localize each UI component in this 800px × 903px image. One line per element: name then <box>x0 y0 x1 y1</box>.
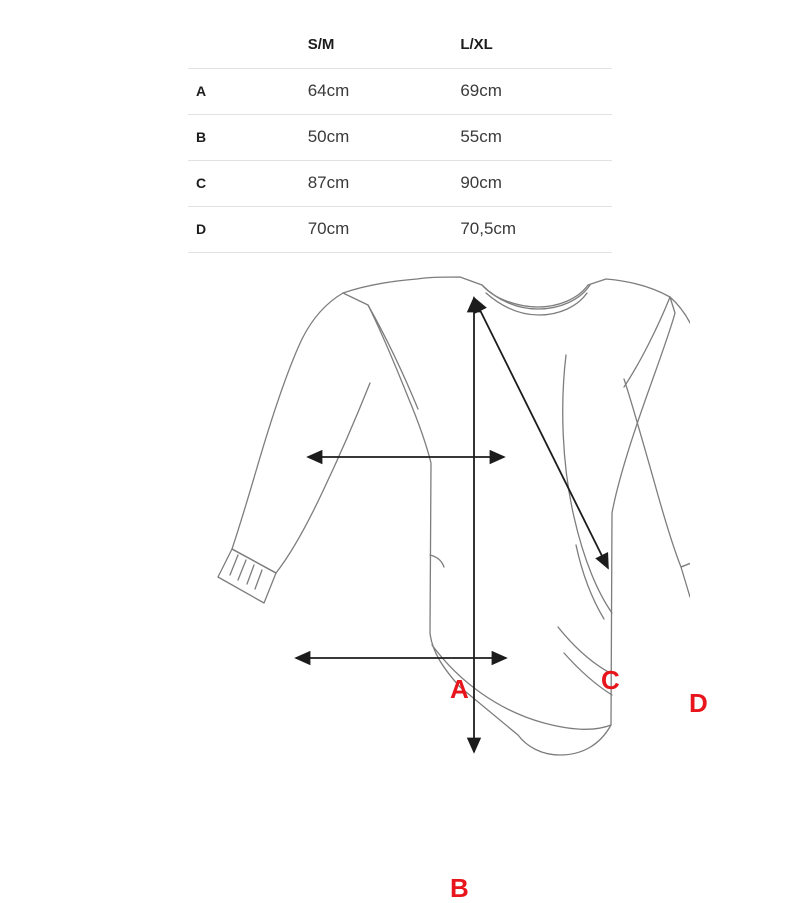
table-head <box>188 22 612 68</box>
right-shoulder-seam <box>624 297 670 387</box>
side-fold-left <box>430 555 444 567</box>
table-row <box>188 206 612 252</box>
cell-d-sm: 70cm <box>297 206 455 252</box>
cell-d-lxl: 70,5cm <box>454 206 612 252</box>
table-row <box>188 160 612 206</box>
left-cuff <box>218 549 276 603</box>
row-label-d: D <box>188 206 297 252</box>
cell-a-lxl: 69cm <box>454 68 612 114</box>
column-header-blank <box>188 22 297 68</box>
body-outline <box>343 277 675 755</box>
table-body <box>188 68 612 252</box>
drape-fold-1 <box>563 355 612 613</box>
row-label-a: A <box>188 68 297 114</box>
right-cuff <box>681 549 690 597</box>
cell-c-lxl: 90cm <box>454 160 612 206</box>
left-sleeve-outline <box>232 293 370 573</box>
cell-b-lxl: 55cm <box>454 114 612 160</box>
measure-line-d <box>474 298 608 568</box>
measure-label-d: D <box>689 688 708 718</box>
row-label-c: C <box>188 160 297 206</box>
measure-label-b: B <box>450 873 469 903</box>
collar-inner <box>486 293 587 315</box>
column-header-lxl: L/XL <box>454 22 612 68</box>
column-header-sm: S/M <box>297 22 455 68</box>
table-header-row <box>188 22 612 68</box>
measure-label-c: C <box>601 665 620 695</box>
table-row <box>188 114 612 160</box>
cell-c-sm: 87cm <box>297 160 455 206</box>
measurements-table <box>188 22 612 253</box>
cell-a-sm: 64cm <box>297 68 455 114</box>
cell-b-sm: 50cm <box>297 114 455 160</box>
garment-diagram <box>130 255 708 903</box>
measure-label-a: A <box>450 674 469 704</box>
row-label-b: B <box>188 114 297 160</box>
left-cuff-ribs <box>230 555 262 589</box>
drape-fold-2 <box>576 545 604 619</box>
size-chart-table <box>188 22 612 253</box>
garment-technical-drawing <box>130 255 690 785</box>
table-row <box>188 68 612 114</box>
